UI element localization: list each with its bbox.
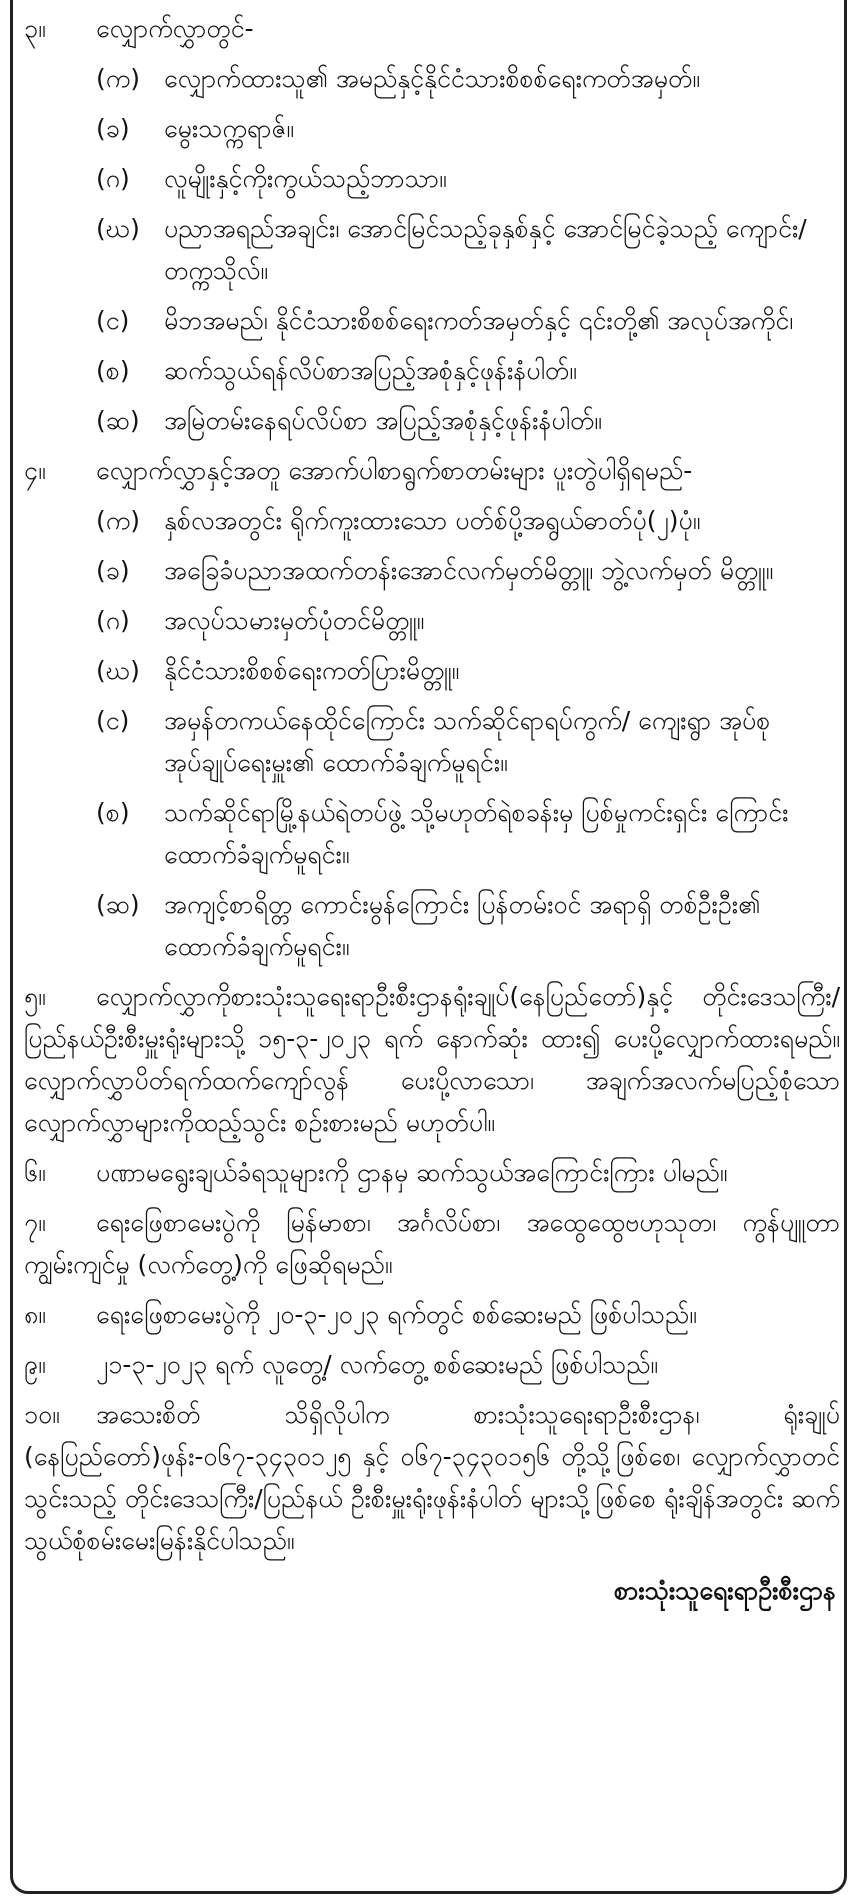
sub-item-marker: (က) <box>96 64 140 93</box>
sub-item-marker: (ဂ) <box>96 606 130 635</box>
paragraph-text: ရေးဖြေစာမေးပွဲကို ၂၀-၃-၂၀၂၃ ရက်တွင် စစ်ဆေးမည် ဖြစ်ပါသည်။ <box>96 1300 697 1329</box>
sub-item <box>24 108 840 150</box>
sub-item-marker: (ဃ) <box>96 214 140 243</box>
sub-item-text: နှစ်လအတွင်း ရိုက်ကူးထားသော ပတ်စ်ပို့အရွယ်ဓာတ်ပုံ(၂)ပုံ။ <box>164 506 701 535</box>
paragraph-number: ၆။ <box>24 1158 46 1187</box>
sub-item-text: အမြဲတမ်းနေရပ်လိပ်စာ အပြည့်အစုံနှင့်ဖုန်းနံပါတ်။ <box>164 406 602 435</box>
paragraph-text: ပဏာမရွေးချယ်ခံရသူများကို ဌာနမှ ဆက်သွယ်အကြောင်းကြား ပါမည်။ <box>96 1158 728 1187</box>
paragraph-number: ၈။ <box>24 1300 46 1329</box>
sub-item <box>24 158 840 200</box>
sub-item-text: အမှန်တကယ်နေထိုင်ကြောင်း သက်ဆိုင်ရာရပ်ကွက်/ ကျေးရွာ အုပ်စု အုပ်ချုပ်ရေးမှူး၏ ထောက်ခံချက်မူရင်း။ <box>164 706 771 777</box>
numbered-paragraph <box>24 1394 840 1562</box>
numbered-paragraph <box>24 1202 840 1286</box>
sub-item-text: ပညာအရည်အချင်း၊ အောင်မြင်သည့်ခုနှစ်နှင့် အောင်မြင်ခဲ့သည့် ကျောင်း/တက္ကသိုလ်။ <box>164 214 807 285</box>
sub-item-marker: (ခ) <box>96 556 130 585</box>
paragraph-text: လျှောက်လွှာနှင့်အတူ အောက်ပါစာရွက်စာတမ်းများ ပူးတွဲပါရှိရမည်- <box>96 456 693 485</box>
numbered-paragraph <box>24 1344 840 1386</box>
sub-item-marker: (က) <box>96 506 140 535</box>
numbered-paragraph <box>24 1294 840 1336</box>
sub-item-text: နိုင်ငံသားစိစစ်ရေးကတ်ပြားမိတ္တူ။ <box>164 656 460 685</box>
sub-item-text: အခြေခံပညာအထက်တန်းအောင်လက်မှတ်မိတ္တူ၊ ဘွဲ့လက်မှတ် မိတ္တူ။ <box>164 556 774 585</box>
sub-item <box>24 600 840 642</box>
paragraph-text: လျှောက်လွှာတွင်- <box>96 14 254 43</box>
paragraph-number: ၇။ <box>24 1208 46 1237</box>
sub-item <box>24 550 840 592</box>
section-heading-paragraph <box>24 450 840 492</box>
sub-item-text: မိဘအမည်၊ နိုင်ငံသားစိစစ်ရေးကတ်အမှတ်နှင့် ၎င်းတို့၏ အလုပ်အကိုင်၊ <box>164 306 794 335</box>
sub-item <box>24 58 840 100</box>
department-signature: စားသုံးသူရေးရာဦးစီးဌာန <box>614 1576 836 1605</box>
sub-item-text: အကျင့်စာရိတ္တ ကောင်းမွန်ကြောင်း ပြန်တမ်းဝင် အရာရှိ တစ်ဦးဦး၏ ထောက်ခံချက်မူရင်း။ <box>164 890 761 961</box>
paragraph-number: ၄။ <box>24 456 46 485</box>
sub-item-marker: (စ) <box>96 798 130 827</box>
paragraph-text: လျှောက်လွှာကိုစားသုံးသူရေးရာဦးစီးဌာနရုံးချုပ်(နေပြည်တော်)နှင့် တိုင်းဒေသကြီး/ပြည်နယ်ဦးစီးမှူးရုံးများသို့ ၁၅-၃-၂၀၂၃ ရက် နောက်ဆုံး ထား၍ ပေးပို့လျှောက်ထားရမည်။ လျှောက်လွှာပိတ်ရက်ထက်ကျော်လွန် ပေးပို့လာသော၊ အချက်အလက်မပြည့်စုံသောလျှောက်လွှာများကိုထည့်သွင်း စဉ်းစားမည် မဟုတ်ပါ။ <box>24 982 840 1137</box>
sub-item <box>24 792 840 876</box>
sub-item-marker: (စ) <box>96 356 130 385</box>
sub-item <box>24 400 840 442</box>
sub-item-marker: (ဆ) <box>96 406 140 435</box>
sub-item-marker: (င) <box>96 706 130 735</box>
paragraph-number: ၅။ <box>24 982 46 1011</box>
sub-item-text: လျှောက်ထားသူ၏ အမည်နှင့်နိုင်ငံသားစိစစ်ရေးကတ်အမှတ်။ <box>164 64 700 93</box>
sub-item-text: မွေးသက္ကရာဇ်။ <box>164 114 294 143</box>
sub-item-marker: (ခ) <box>96 114 130 143</box>
sub-item <box>24 650 840 692</box>
sub-item-marker: (ဆ) <box>96 890 140 919</box>
sub-item-text: သက်ဆိုင်ရာမြို့နယ်ရဲတပ်ဖွဲ့ သို့မဟုတ်ရဲစခန်းမှ ပြစ်မှုကင်းရှင်း ကြောင်းထောက်ခံချက်မူရင်း။ <box>164 798 789 869</box>
announcement-body <box>24 8 840 1612</box>
sub-item-text: လူမျိုးနှင့်ကိုးကွယ်သည့်ဘာသာ။ <box>164 164 447 193</box>
sub-item-marker: (ဃ) <box>96 656 140 685</box>
paragraph-number: ၉။ <box>24 1350 46 1379</box>
sub-item <box>24 884 840 968</box>
sub-item <box>24 208 840 292</box>
paragraph-number: ၁၀။ <box>24 1400 60 1429</box>
sub-item <box>24 350 840 392</box>
sub-item <box>24 500 840 542</box>
sub-item-marker: (င) <box>96 306 130 335</box>
sub-item-text: ဆက်သွယ်ရန်လိပ်စာအပြည့်အစုံနှင့်ဖုန်းနံပါတ်။ <box>164 356 577 385</box>
sub-item <box>24 300 840 342</box>
sub-item-marker: (ဂ) <box>96 164 130 193</box>
numbered-paragraph <box>24 976 840 1144</box>
paragraph-number: ၃။ <box>24 14 46 43</box>
sub-item <box>24 700 840 784</box>
section-heading-paragraph <box>24 8 840 50</box>
paragraph-text: ရေးဖြေစာမေးပွဲကို မြန်မာစာ၊ အင်္ဂလိပ်စာ၊ အထွေထွေဗဟုသုတ၊ ကွန်ပျူတာကျွမ်းကျင်မှု (လက်တွေ့)ကို ဖြေဆိုရမည်။ <box>24 1208 840 1279</box>
paragraph-text: ၂၁-၃-၂၀၂၃ ရက် လူတွေ့/ လက်တွေ့ စစ်ဆေးမည် ဖြစ်ပါသည်။ <box>96 1350 658 1379</box>
paragraph-text: အသေးစိတ် သိရှိလိုပါက စားသုံးသူရေးရာဦးစီးဌာန၊ ရုံးချုပ် (နေပြည်တော်)ဖုန်း-၀၆၇-၃၄၃၀၁၂၅ နှင့် ၀၆၇-၃၄၃၀၁၅၆ တို့သို့ဖြစ်စေ၊ လျှောက်လွှာတင်သွင်းသည့် တိုင်းဒေသကြီး/ပြည်နယ် ဦးစီးမှူးရုံးဖုန်းနံပါတ် များသို့ဖြစ်စေ ရုံးချိန်အတွင်း ဆက်သွယ်စုံစမ်းမေးမြန်းနိုင်ပါသည်။ <box>24 1400 840 1555</box>
numbered-paragraph <box>24 1152 840 1194</box>
sub-item-text: အလုပ်သမားမှတ်ပုံတင်မိတ္တူ။ <box>164 606 425 635</box>
